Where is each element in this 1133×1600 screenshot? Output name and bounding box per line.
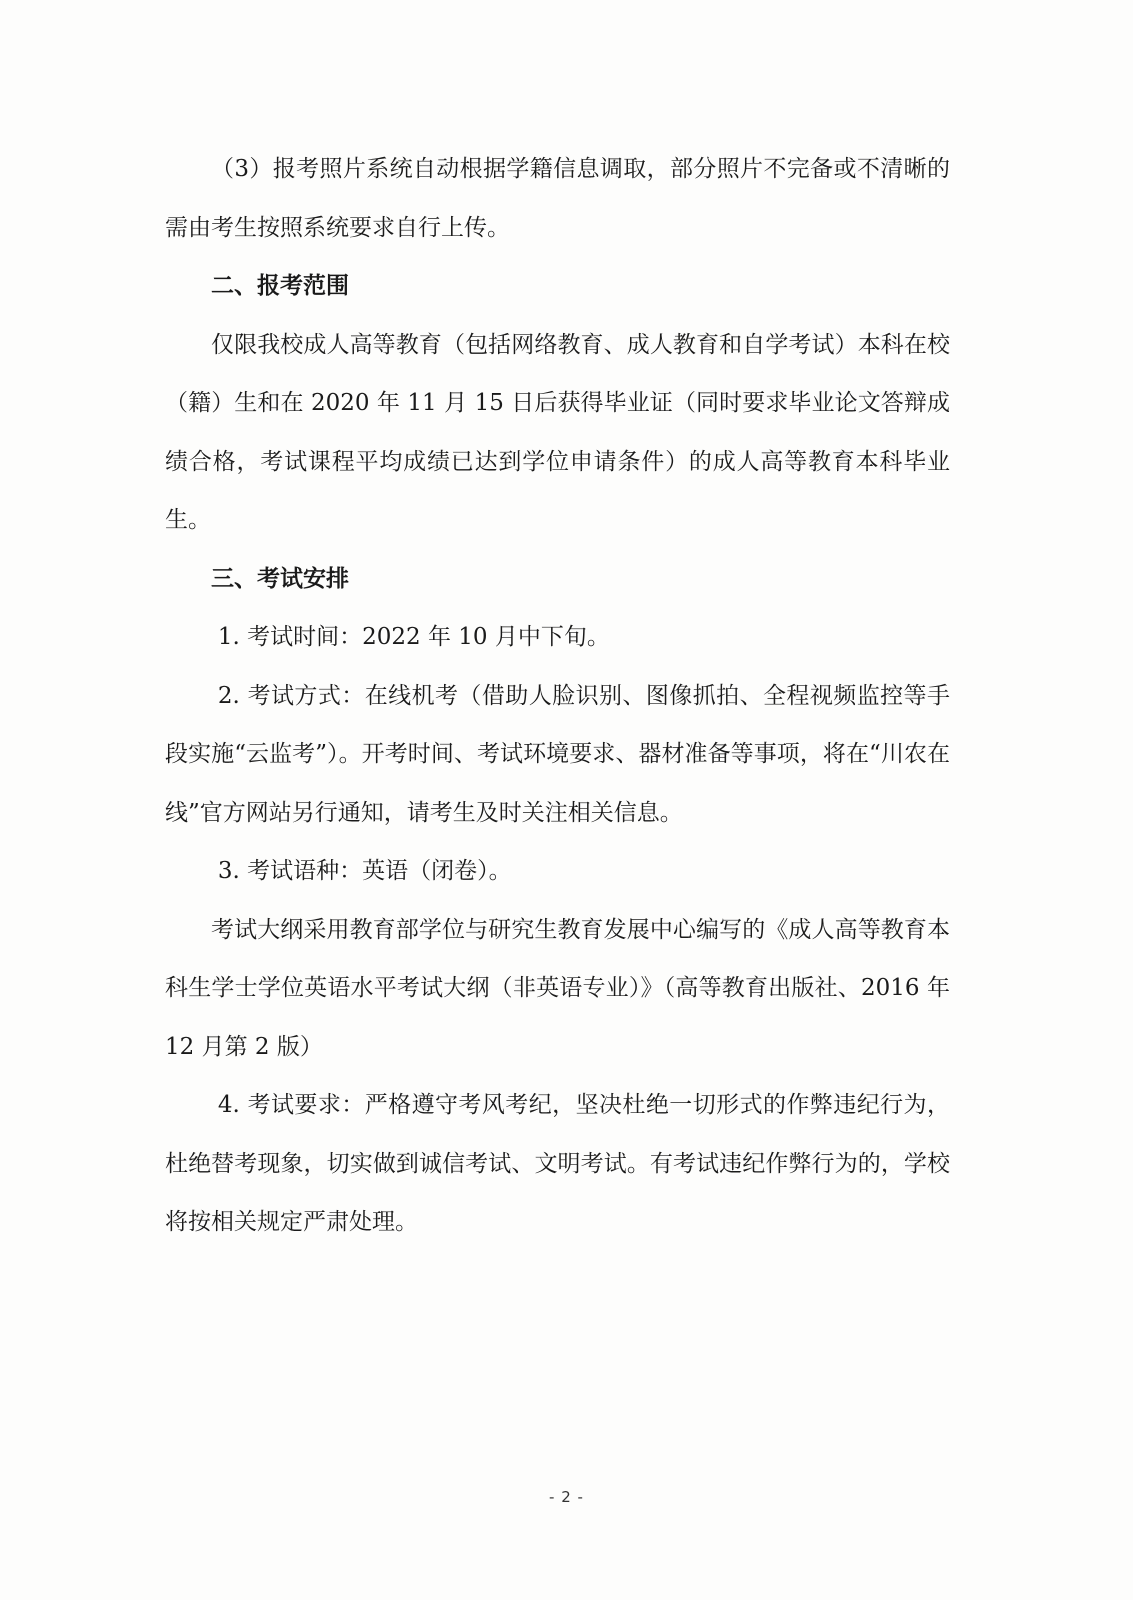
paragraph-exam-method: 2. 考试方式：在线机考（借助人脸识别、图像抓拍、全程视频监控等手段实施“云监考”）。开考时间、考试环境要求、器材准备等事项，将在“川农在线”官方网站另行通知，请考生及时关注相关信息。: [165, 682, 950, 826]
paragraph-exam-requirements: 4. 考试要求：严格遵守考风考纪，坚决杜绝一切形式的作弊违纪行为，杜绝替考现象，切实做到诚信考试、文明考试。有考试违纪作弊行为的，学校将按相关规定严肃处理。: [165, 1092, 950, 1235]
paragraph-exam-language: 3. 考试语种：英语（闭卷）。: [217, 858, 512, 884]
paragraph-exam-syllabus: 考试大纲采用教育部学位与研究生教育发展中心编写的《成人高等教育本科生学士学位英语水平考试大纲（非英语专业）》（高等教育出版社、2016 年 12 月第 2 版）: [165, 916, 950, 1060]
paragraph-scope: 仅限我校成人高等教育（包括网络教育、成人教育和自学考试）本科在校（籍）生和在 2020 年 11 月 15 日后获得毕业证（同时要求毕业论文答辩成绩合格，考试课程平均成绩已达到学位申请条件）的成人高等教育本科毕业生。: [165, 331, 950, 533]
page-number: - 2 -: [549, 1488, 584, 1506]
section-heading-arrangement: 三、考试安排: [211, 564, 349, 592]
paragraph-photo-upload: （3）报考照片系统自动根据学籍信息调取，部分照片不完备或不清晰的需由考生按照系统要求自行上传。: [165, 156, 950, 241]
paragraph-exam-time: 1. 考试时间：2022 年 10 月中下旬。: [217, 624, 610, 650]
document-body: [165, 140, 950, 1252]
section-heading-scope: 二、报考范围: [211, 272, 349, 299]
